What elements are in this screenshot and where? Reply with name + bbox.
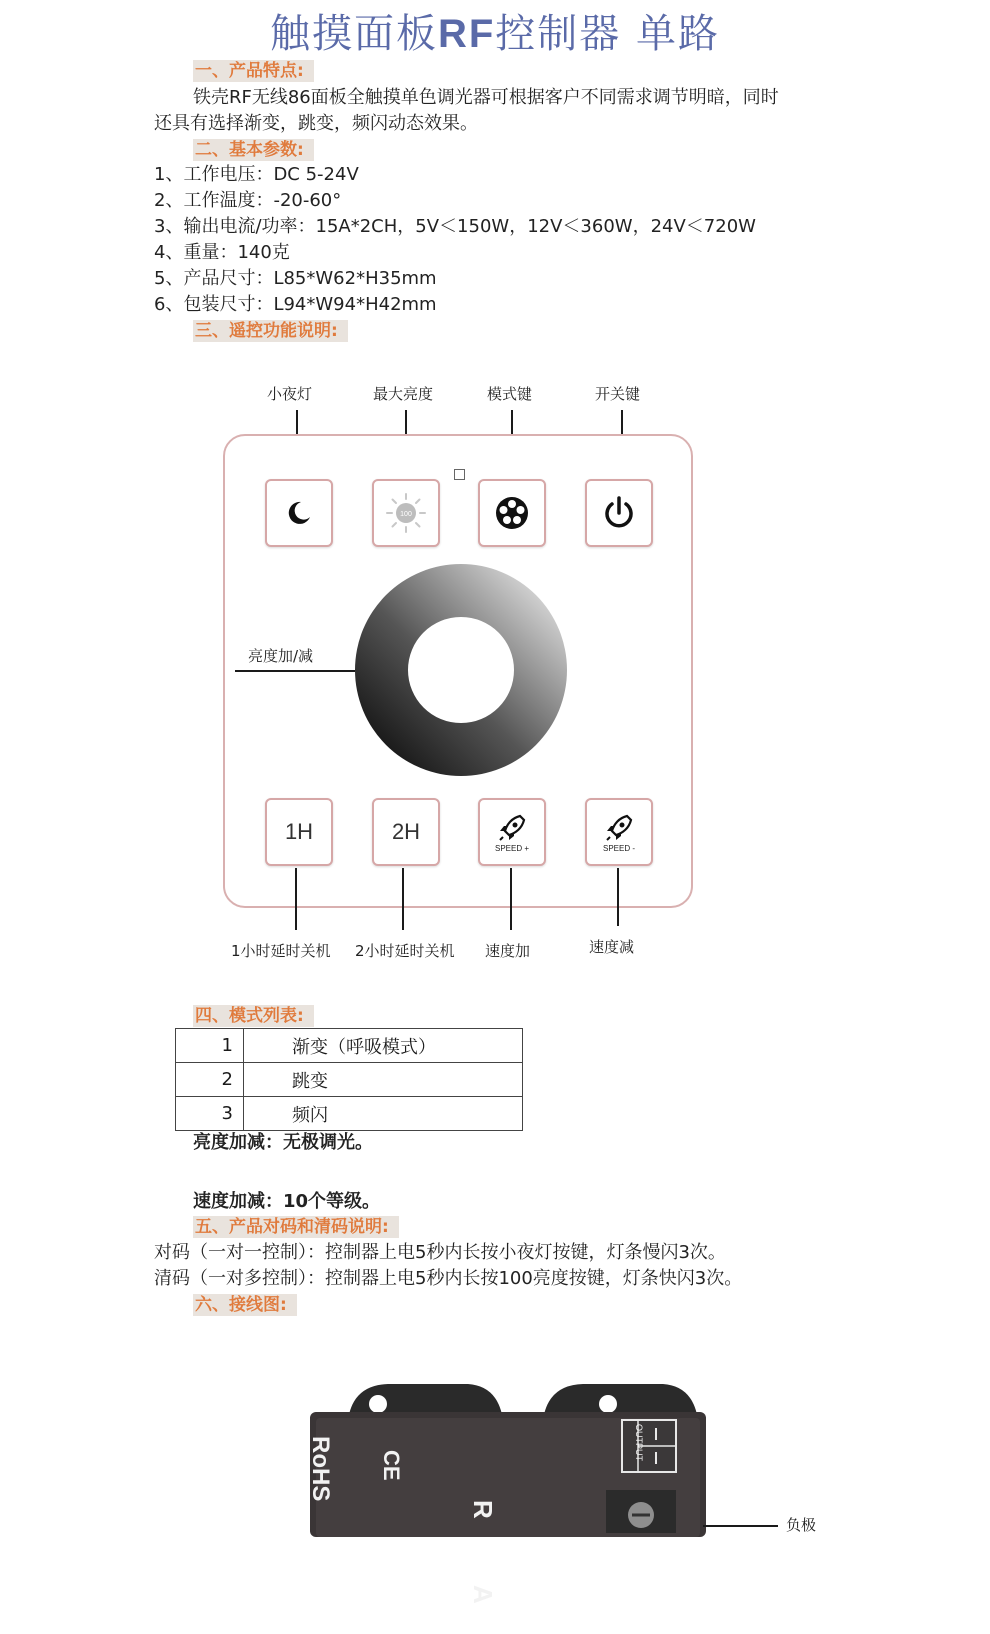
- callout-mode-key: 模式键: [487, 385, 533, 403]
- mode-reel-icon: [492, 493, 532, 533]
- section-heading-pairing: 五、产品对码和清码说明:: [193, 1216, 399, 1238]
- ce-mark: CE: [379, 1450, 404, 1481]
- timer-1h-label: 1H: [284, 819, 314, 844]
- callout-2h-off: 2小时延时关机: [355, 942, 455, 960]
- features-line2: 还具有选择渐变，跳变，频闪动态效果。: [154, 113, 478, 134]
- table-row: [176, 1063, 523, 1097]
- mode-name: 跳变: [244, 1063, 523, 1097]
- indicator-square: [454, 469, 465, 480]
- title-part1: 触摸面板: [269, 11, 438, 57]
- callout-1h-off: 1小时延时关机: [231, 942, 331, 960]
- speed-down-button[interactable]: [585, 798, 653, 866]
- rocket-icon: [603, 812, 635, 844]
- callout-line: [510, 868, 512, 930]
- param-item: 5、产品尺寸：L85*W62*H35mm: [154, 268, 437, 289]
- power-icon: [599, 493, 639, 533]
- max-brightness-value: 100: [400, 511, 412, 518]
- title-part3: 控制器 单路: [495, 11, 721, 57]
- brightness-note: 亮度加减：无极调光。: [193, 1132, 373, 1153]
- night-light-icon: [281, 495, 317, 531]
- param-item: 6、包装尺寸：L94*W94*H42mm: [154, 294, 437, 315]
- page-title: [0, 2, 990, 59]
- callout-line: [235, 670, 355, 672]
- callout-speed-up: 速度加: [485, 942, 531, 960]
- timer-2h-label: 2H: [391, 819, 421, 844]
- brightness-wheel[interactable]: [354, 563, 568, 777]
- mode-button[interactable]: [478, 479, 546, 547]
- section-heading-features: 一、产品特点:: [193, 60, 314, 82]
- sun-icon: [383, 490, 429, 536]
- pairing-instruction: 对码（一对一控制）：控制器上电5秒内长按小夜灯按键，灯条慢闪3次。: [154, 1242, 726, 1263]
- output-label: OUTPUT: [634, 1424, 644, 1461]
- features-line1: 铁壳RF无线86面板全触摸单色调光器可根据客户不同需求调节明暗，同时: [193, 87, 779, 108]
- param-item: 4、重量：140克: [154, 242, 290, 263]
- modes-table: [175, 1028, 523, 1131]
- night-light-button[interactable]: [265, 479, 333, 547]
- callout-brightness-wheel: 亮度加/减: [248, 647, 314, 665]
- timer-2h-button[interactable]: [372, 798, 440, 866]
- mode-number: 2: [176, 1063, 244, 1097]
- speed-note: 速度加减：10个等级。: [193, 1191, 381, 1212]
- param-item: 3、输出电流/功率：15A*2CH，5V＜150W，12V＜360W，24V＜720W: [154, 216, 756, 237]
- controller-device: [308, 1380, 708, 1533]
- callout-night-light: 小夜灯: [267, 385, 313, 403]
- controller-device-photo: [307, 1380, 708, 1634]
- negative-terminal-label: 负极: [786, 1516, 817, 1534]
- rohs-mark: RoHS: [307, 1436, 334, 1502]
- timer-1h-button[interactable]: [265, 798, 333, 866]
- mode-number: 1: [176, 1029, 244, 1063]
- clearing-instruction: 清码（一对多控制）：控制器上电5秒内长按100亮度按键，灯条快闪3次。: [154, 1268, 743, 1289]
- mode-number: 3: [176, 1097, 244, 1131]
- callout-speed-down: 速度减: [589, 938, 635, 956]
- param-item: 1、工作电压：DC 5-24V: [154, 164, 359, 185]
- speed-up-button[interactable]: [478, 798, 546, 866]
- section-heading-remote: 三、遥控功能说明:: [193, 320, 348, 342]
- rocket-icon: [496, 812, 528, 844]
- callout-line: [295, 868, 297, 930]
- param-item: 2、工作温度：-20-60°: [154, 190, 342, 211]
- callout-line: [402, 868, 404, 930]
- mode-name: 频闪: [244, 1097, 523, 1131]
- title-part2: RF: [437, 12, 496, 56]
- callout-max-brightness: 最大亮度: [373, 385, 434, 403]
- callout-line: [617, 868, 619, 926]
- max-brightness-button[interactable]: [372, 479, 440, 547]
- speed-down-label: SPEED -: [602, 843, 635, 853]
- section-heading-wiring: 六、接线图:: [193, 1294, 297, 1316]
- table-row: [176, 1097, 523, 1131]
- power-button[interactable]: [585, 479, 653, 547]
- callout-power-key: 开关键: [595, 385, 641, 403]
- table-row: [176, 1029, 523, 1063]
- mode-name: 渐变（呼吸模式）: [244, 1029, 523, 1063]
- section-heading-modes: 四、模式列表:: [193, 1005, 314, 1027]
- speed-up-label: SPEED +: [494, 843, 529, 853]
- section-heading-params: 二、基本参数:: [193, 139, 314, 161]
- device-letters: R A: [468, 1500, 498, 1634]
